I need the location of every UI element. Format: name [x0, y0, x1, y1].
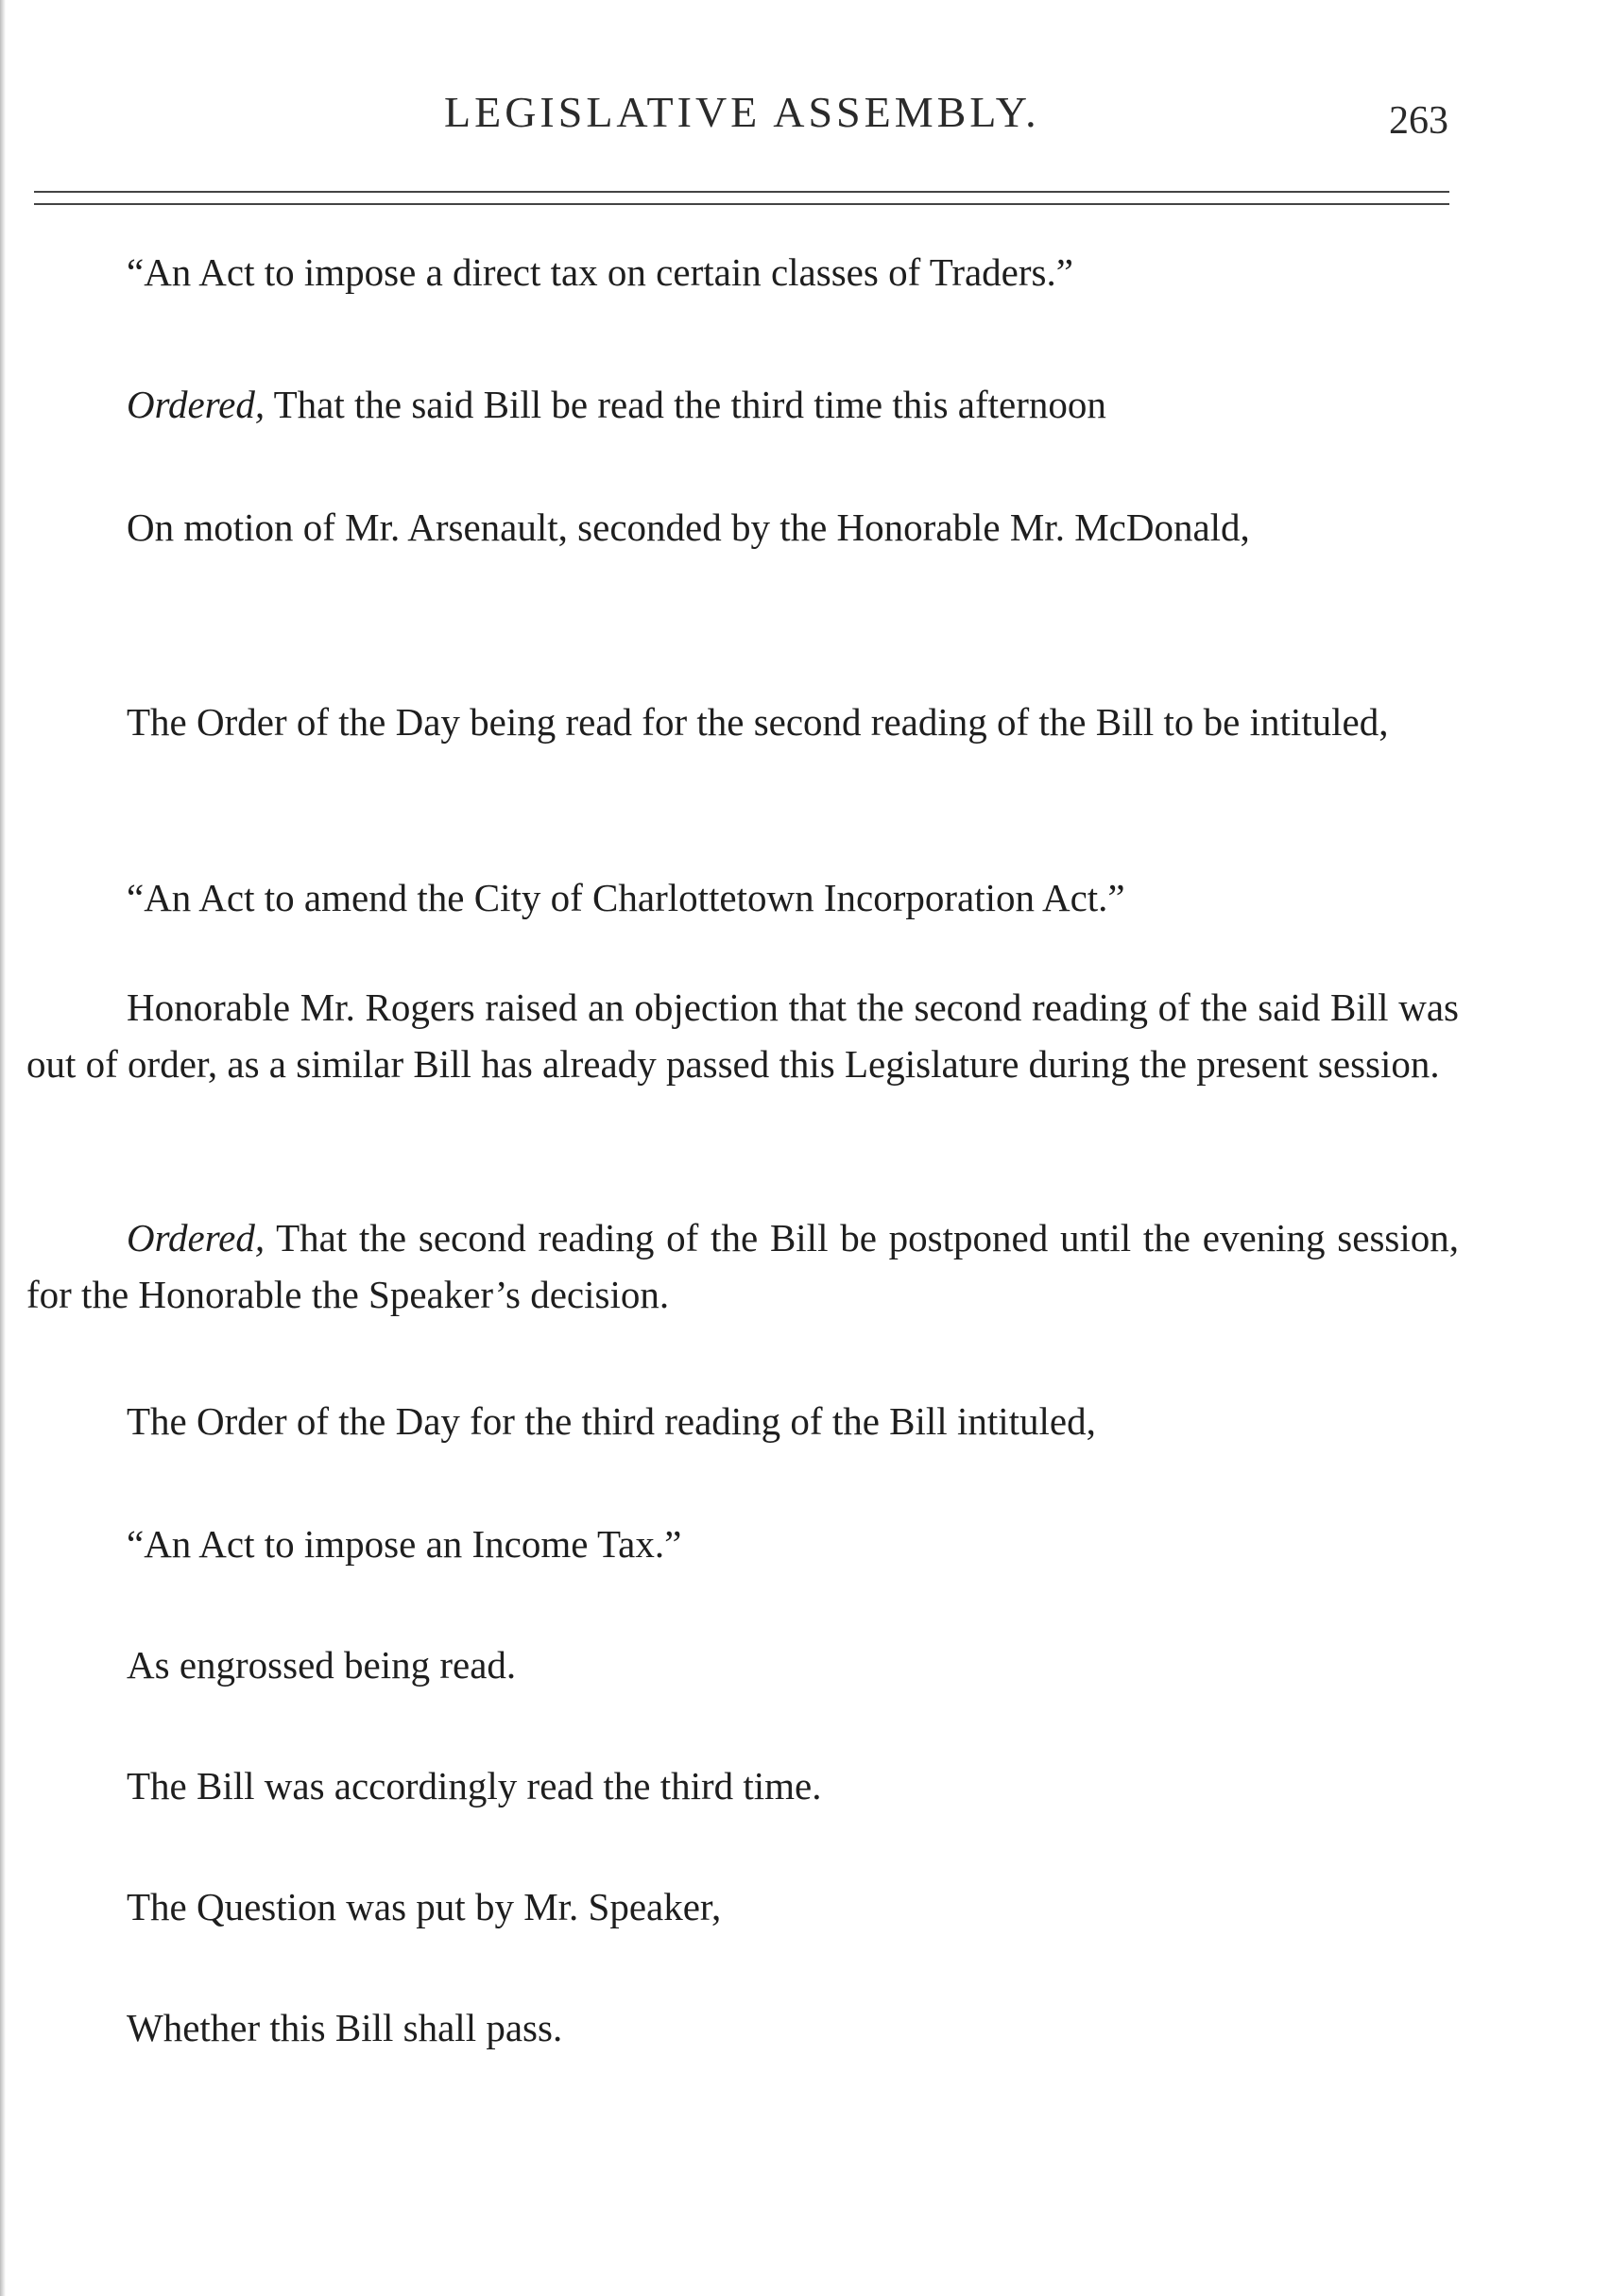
ordered-lead-2: Ordered, [127, 1216, 265, 1259]
page-binding-edge [0, 0, 6, 2296]
bill-title-charlottetown: “An Act to amend the City of Charlottetown Incorporation Act.” [127, 876, 1125, 919]
paragraph-rogers-objection: Honorable Mr. Rogers raised an objection that the second reading of the said Bill was out of order, as a similar Bill has already passed this Legislature during the present session. [26, 985, 1459, 1086]
bill-title-traders-tax: “An Act to impose a direct tax on certain classes of Traders.” [127, 250, 1073, 294]
header-rule-top [34, 191, 1449, 193]
paragraph-order-of-day-third-reading: The Order of the Day for the third reading of the Bill intituled, [127, 1399, 1096, 1443]
header-rule-bottom [34, 203, 1449, 205]
paragraph-engrossed: As engrossed being read. [127, 1643, 517, 1687]
bill-title-income-tax: “An Act to impose an Income Tax.” [127, 1522, 682, 1566]
page-number: 263 [1389, 99, 1448, 143]
paragraph-ordered-third-reading [26, 376, 1459, 433]
paragraph-order-of-day-second-reading: The Order of the Day being read for the second reading of the Bill to be intituled, [127, 700, 1389, 744]
paragraph-question-put: The Question was put by Mr. Speaker, [127, 1885, 722, 1928]
ordered-text: That the said Bill be read the third time this afternoon [265, 383, 1106, 426]
paragraph-whether-pass: Whether this Bill shall pass. [127, 2006, 563, 2049]
paragraph-motion: On motion of Mr. Arsenault, seconded by the Honorable Mr. McDonald, [127, 505, 1250, 549]
paragraph-third-time: The Bill was accordingly read the third time. [127, 1764, 822, 1808]
running-head: LEGISLATIVE ASSEMBLY. [444, 88, 1040, 136]
ordered-lead: Ordered, [127, 383, 265, 426]
ordered-text-2: That the second reading of the Bill be postponed until the evening session, for the Honorable the Speaker’s decision. [26, 1216, 1459, 1316]
paragraph-ordered-postponed [26, 1209, 1459, 1323]
